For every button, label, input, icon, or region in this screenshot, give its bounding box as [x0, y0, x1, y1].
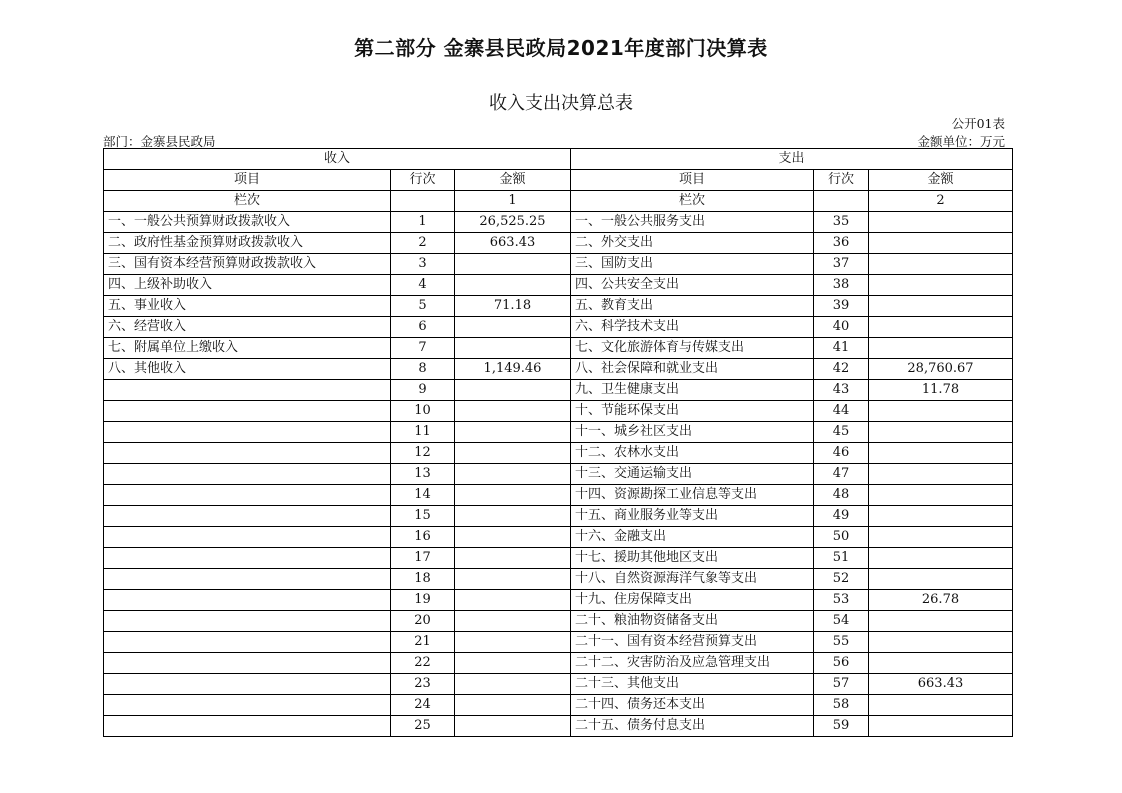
income-line-cell: 10	[391, 401, 455, 422]
table-row	[104, 443, 1013, 464]
expense-amount-cell: 663.43	[869, 674, 1013, 695]
table-row	[104, 527, 1013, 548]
income-item-cell	[104, 527, 391, 548]
expense-line-cell: 59	[814, 716, 869, 737]
expense-amount-cell	[869, 716, 1013, 737]
table-row	[104, 653, 1013, 674]
income-item-cell	[104, 695, 391, 716]
income-item-cell	[104, 548, 391, 569]
expense-line-header: 行次	[814, 170, 869, 191]
expense-item-cell: 七、文化旅游体育与传媒支出	[571, 338, 814, 359]
income-amount-cell	[455, 590, 571, 611]
table-row	[104, 674, 1013, 695]
income-line-cell: 22	[391, 653, 455, 674]
income-item-cell	[104, 443, 391, 464]
income-line-cell: 12	[391, 443, 455, 464]
income-line-cell: 18	[391, 569, 455, 590]
income-amount-cell	[455, 611, 571, 632]
table-row	[104, 695, 1013, 716]
expense-item-cell: 十七、援助其他地区支出	[571, 548, 814, 569]
table-row	[104, 485, 1013, 506]
expense-item-cell: 二十二、灾害防治及应急管理支出	[571, 653, 814, 674]
expense-amount-cell	[869, 527, 1013, 548]
income-line-header: 行次	[391, 170, 455, 191]
income-item-cell	[104, 632, 391, 653]
income-header: 收入	[104, 149, 571, 170]
expense-line-cell: 39	[814, 296, 869, 317]
table-row	[104, 254, 1013, 275]
income-item-cell: 二、政府性基金预算财政拨款收入	[104, 233, 391, 254]
expense-line-cell: 50	[814, 527, 869, 548]
expense-line-cell: 55	[814, 632, 869, 653]
income-amount-cell	[455, 506, 571, 527]
table-row	[104, 275, 1013, 296]
expense-amount-cell	[869, 233, 1013, 254]
expense-amount-cell	[869, 653, 1013, 674]
expense-item-cell: 二十五、债务付息支出	[571, 716, 814, 737]
income-amount-cell	[455, 317, 571, 338]
expense-line-cell: 41	[814, 338, 869, 359]
table-row	[104, 632, 1013, 653]
income-amount-cell	[455, 275, 571, 296]
expense-item-cell: 九、卫生健康支出	[571, 380, 814, 401]
income-amount-cell	[455, 254, 571, 275]
expense-item-cell: 十九、住房保障支出	[571, 590, 814, 611]
income-line-cell: 13	[391, 464, 455, 485]
expense-item-cell: 二十三、其他支出	[571, 674, 814, 695]
expense-line-cell: 35	[814, 212, 869, 233]
income-amount-cell	[455, 443, 571, 464]
expense-item-cell: 十、节能环保支出	[571, 401, 814, 422]
expense-column-number: 2	[869, 191, 1013, 212]
expense-line-cell: 57	[814, 674, 869, 695]
table-row	[104, 506, 1013, 527]
table-subtitle: 收入支出决算总表	[489, 93, 633, 114]
income-amount-cell	[455, 485, 571, 506]
expense-item-cell: 十八、自然资源海洋气象等支出	[571, 569, 814, 590]
table-row	[104, 338, 1013, 359]
income-item-cell	[104, 674, 391, 695]
expense-line-cell: 58	[814, 695, 869, 716]
income-item-cell: 八、其他收入	[104, 359, 391, 380]
expense-amount-cell	[869, 632, 1013, 653]
expense-amount-cell	[869, 485, 1013, 506]
expense-amount-cell	[869, 695, 1013, 716]
section-header-row	[104, 149, 1013, 170]
expense-amount-cell	[869, 254, 1013, 275]
income-line-cell: 15	[391, 506, 455, 527]
income-line-cell: 6	[391, 317, 455, 338]
expense-amount-cell	[869, 275, 1013, 296]
income-line-cell: 16	[391, 527, 455, 548]
income-amount-cell	[455, 548, 571, 569]
expense-item-cell: 一、一般公共服务支出	[571, 212, 814, 233]
income-item-cell	[104, 653, 391, 674]
column-header-row	[104, 170, 1013, 191]
page-title: 第二部分 金寨县民政局2021年度部门决算表	[354, 36, 768, 60]
table-row	[104, 611, 1013, 632]
department-label: 部门：金寨县民政局	[103, 134, 216, 149]
income-amount-cell	[455, 632, 571, 653]
income-amount-cell	[455, 569, 571, 590]
income-amount-cell	[455, 422, 571, 443]
income-amount-cell	[455, 674, 571, 695]
column-number-row	[104, 191, 1013, 212]
expense-amount-cell	[869, 401, 1013, 422]
income-line-cell: 8	[391, 359, 455, 380]
expense-line-cell: 40	[814, 317, 869, 338]
table-row	[104, 590, 1013, 611]
income-line-cell: 14	[391, 485, 455, 506]
expense-line-cell: 47	[814, 464, 869, 485]
income-line-cell: 21	[391, 632, 455, 653]
expense-line-cell: 42	[814, 359, 869, 380]
expense-amount-cell	[869, 611, 1013, 632]
expense-item-cell: 十六、金融支出	[571, 527, 814, 548]
expense-amount-cell	[869, 464, 1013, 485]
expense-line-cell: 43	[814, 380, 869, 401]
table-row	[104, 569, 1013, 590]
expense-amount-cell	[869, 212, 1013, 233]
income-item-cell: 四、上级补助收入	[104, 275, 391, 296]
expense-line-cell: 49	[814, 506, 869, 527]
expense-item-cell: 八、社会保障和就业支出	[571, 359, 814, 380]
expense-amount-cell	[869, 548, 1013, 569]
income-line-cell: 23	[391, 674, 455, 695]
income-line-cell: 4	[391, 275, 455, 296]
expense-amount-cell: 28,760.67	[869, 359, 1013, 380]
table-row	[104, 380, 1013, 401]
table-row	[104, 212, 1013, 233]
expense-amount-cell: 26.78	[869, 590, 1013, 611]
income-column-number: 1	[455, 191, 571, 212]
income-amount-cell	[455, 695, 571, 716]
expense-line-cell: 51	[814, 548, 869, 569]
expense-line-cell: 45	[814, 422, 869, 443]
table-row	[104, 548, 1013, 569]
income-line-cell: 11	[391, 422, 455, 443]
expense-amount-cell: 11.78	[869, 380, 1013, 401]
income-item-cell: 五、事业收入	[104, 296, 391, 317]
income-item-cell	[104, 611, 391, 632]
income-amount-header: 金额	[455, 170, 571, 191]
form-number: 公开01表	[951, 116, 1005, 131]
income-item-cell	[104, 716, 391, 737]
expense-item-cell: 十四、资源勘探工业信息等支出	[571, 485, 814, 506]
expense-line-cell: 44	[814, 401, 869, 422]
income-line-cell: 20	[391, 611, 455, 632]
table-row	[104, 317, 1013, 338]
income-amount-cell: 71.18	[455, 296, 571, 317]
income-item-cell	[104, 464, 391, 485]
expense-amount-cell	[869, 506, 1013, 527]
expense-amount-header: 金额	[869, 170, 1013, 191]
expense-column-label: 栏次	[571, 191, 814, 212]
expense-line-cell: 46	[814, 443, 869, 464]
income-line-blank	[391, 191, 455, 212]
income-item-header: 项目	[104, 170, 391, 191]
expense-line-cell: 53	[814, 590, 869, 611]
income-item-cell	[104, 422, 391, 443]
income-amount-cell	[455, 716, 571, 737]
income-amount-cell	[455, 401, 571, 422]
expense-amount-cell	[869, 443, 1013, 464]
income-column-label: 栏次	[104, 191, 391, 212]
expense-amount-cell	[869, 422, 1013, 443]
expense-header: 支出	[571, 149, 1013, 170]
income-line-cell: 25	[391, 716, 455, 737]
income-item-cell	[104, 590, 391, 611]
expense-item-cell: 二十一、国有资本经营预算支出	[571, 632, 814, 653]
income-line-cell: 24	[391, 695, 455, 716]
table-row	[104, 233, 1013, 254]
income-line-cell: 5	[391, 296, 455, 317]
expense-item-cell: 十三、交通运输支出	[571, 464, 814, 485]
expense-item-cell: 二十、粮油物资储备支出	[571, 611, 814, 632]
income-amount-cell: 26,525.25	[455, 212, 571, 233]
table-row	[104, 296, 1013, 317]
table-row	[104, 359, 1013, 380]
income-amount-cell	[455, 653, 571, 674]
table-row	[104, 464, 1013, 485]
income-amount-cell	[455, 527, 571, 548]
income-line-cell: 1	[391, 212, 455, 233]
expense-item-cell: 十二、农林水支出	[571, 443, 814, 464]
income-item-cell	[104, 401, 391, 422]
income-line-cell: 17	[391, 548, 455, 569]
expense-line-cell: 52	[814, 569, 869, 590]
expense-line-blank	[814, 191, 869, 212]
income-amount-cell	[455, 380, 571, 401]
income-line-cell: 7	[391, 338, 455, 359]
income-item-cell	[104, 485, 391, 506]
expense-item-cell: 十一、城乡社区支出	[571, 422, 814, 443]
income-line-cell: 19	[391, 590, 455, 611]
expense-line-cell: 36	[814, 233, 869, 254]
income-amount-cell: 663.43	[455, 233, 571, 254]
income-item-cell	[104, 380, 391, 401]
table-row	[104, 422, 1013, 443]
income-line-cell: 9	[391, 380, 455, 401]
income-item-cell	[104, 569, 391, 590]
table-row	[104, 716, 1013, 737]
table-row	[104, 401, 1013, 422]
income-item-cell: 七、附属单位上缴收入	[104, 338, 391, 359]
expense-item-cell: 四、公共安全支出	[571, 275, 814, 296]
expense-line-cell: 54	[814, 611, 869, 632]
expense-item-cell: 五、教育支出	[571, 296, 814, 317]
expense-item-cell: 六、科学技术支出	[571, 317, 814, 338]
expense-item-cell: 二十四、债务还本支出	[571, 695, 814, 716]
expense-line-cell: 48	[814, 485, 869, 506]
income-line-cell: 2	[391, 233, 455, 254]
income-item-cell: 一、一般公共预算财政拨款收入	[104, 212, 391, 233]
expense-line-cell: 56	[814, 653, 869, 674]
unit-label: 金额单位：万元	[917, 134, 1005, 149]
income-expense-table	[103, 148, 1013, 737]
expense-amount-cell	[869, 338, 1013, 359]
expense-amount-cell	[869, 569, 1013, 590]
income-item-cell: 三、国有资本经营预算财政拨款收入	[104, 254, 391, 275]
income-amount-cell	[455, 464, 571, 485]
expense-item-cell: 十五、商业服务业等支出	[571, 506, 814, 527]
expense-line-cell: 37	[814, 254, 869, 275]
expense-amount-cell	[869, 296, 1013, 317]
expense-line-cell: 38	[814, 275, 869, 296]
income-item-cell	[104, 506, 391, 527]
income-amount-cell: 1,149.46	[455, 359, 571, 380]
income-line-cell: 3	[391, 254, 455, 275]
income-item-cell: 六、经营收入	[104, 317, 391, 338]
expense-item-header: 项目	[571, 170, 814, 191]
expense-amount-cell	[869, 317, 1013, 338]
income-amount-cell	[455, 338, 571, 359]
expense-item-cell: 三、国防支出	[571, 254, 814, 275]
expense-item-cell: 二、外交支出	[571, 233, 814, 254]
